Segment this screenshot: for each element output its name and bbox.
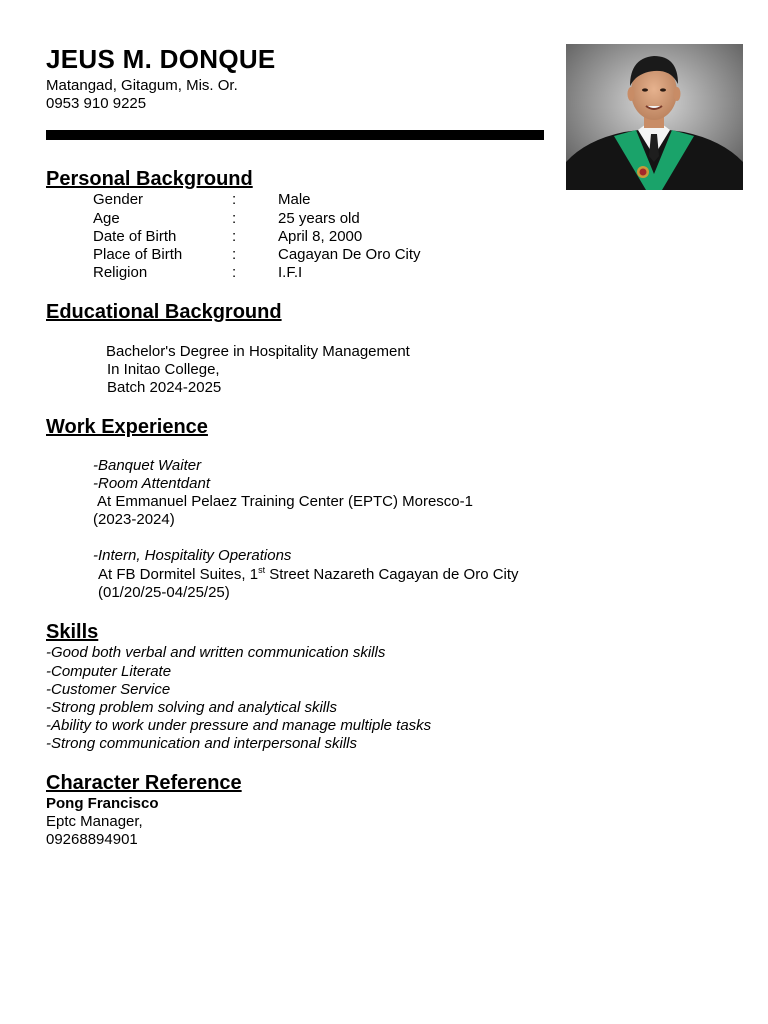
reference-name: Pong Francisco: [46, 795, 159, 812]
job-title: -Intern, Hospitality Operations: [93, 547, 292, 564]
job-title: -Room Attentdant: [93, 475, 211, 492]
row-colon: :: [232, 228, 237, 245]
skill-item: -Strong problem solving and analytical skills: [46, 699, 337, 716]
education-batch: Batch 2024-2025: [107, 379, 222, 396]
job-location-text: Street Nazareth Cagayan de Oro City: [265, 566, 519, 583]
row-label: Religion: [93, 264, 148, 281]
character-reference-heading: Character Reference: [46, 772, 242, 794]
header-divider: [46, 130, 544, 140]
row-value: April 8, 2000: [278, 228, 363, 245]
education-degree: Bachelor's Degree in Hospitality Management: [106, 343, 410, 360]
skill-item: -Good both verbal and written communication skills: [46, 644, 386, 661]
row-colon: :: [232, 191, 237, 208]
row-label: Age: [93, 210, 120, 227]
row-value: I.F.I: [278, 264, 303, 281]
address: Matangad, Gitagum, Mis. Or.: [46, 77, 238, 94]
job-dates: (01/20/25-04/25/25): [98, 584, 230, 601]
skills-heading: Skills: [46, 621, 99, 643]
row-label: Gender: [93, 191, 144, 208]
reference-phone: 09268894901: [46, 831, 138, 848]
job-location: [98, 566, 519, 584]
profile-photo: [566, 44, 743, 190]
row-colon: :: [232, 264, 237, 281]
row-value: 25 years old: [278, 210, 360, 227]
row-value: Male: [278, 191, 311, 208]
job-dates: (2023-2024): [93, 511, 175, 528]
applicant-name: JEUS M. DONQUE: [46, 44, 276, 74]
row-colon: :: [232, 210, 237, 227]
row-value: Cagayan De Oro City: [278, 246, 421, 263]
education-heading: Educational Background: [46, 301, 282, 323]
skill-item: -Strong communication and interpersonal skills: [46, 735, 357, 752]
ordinal-suffix: st: [258, 565, 266, 575]
job-location-text: At FB Dormitel Suites, 1: [98, 566, 259, 583]
row-label: Date of Birth: [93, 228, 177, 245]
job-title: -Banquet Waiter: [93, 457, 202, 474]
personal-background-heading: Personal Background: [46, 168, 253, 190]
row-colon: :: [232, 246, 237, 263]
row-label: Place of Birth: [93, 246, 183, 263]
job-location: At Emmanuel Pelaez Training Center (EPTC) Moresco-1: [97, 493, 473, 510]
phone-number: 0953 910 9225: [46, 95, 147, 112]
skill-item: -Ability to work under pressure and manage multiple tasks: [46, 717, 432, 734]
reference-position: Eptc Manager,: [46, 813, 143, 830]
skill-item: -Customer Service: [46, 681, 171, 698]
skill-item: -Computer Literate: [46, 663, 172, 680]
education-school: In Initao College,: [107, 361, 220, 378]
work-experience-heading: Work Experience: [46, 416, 208, 438]
